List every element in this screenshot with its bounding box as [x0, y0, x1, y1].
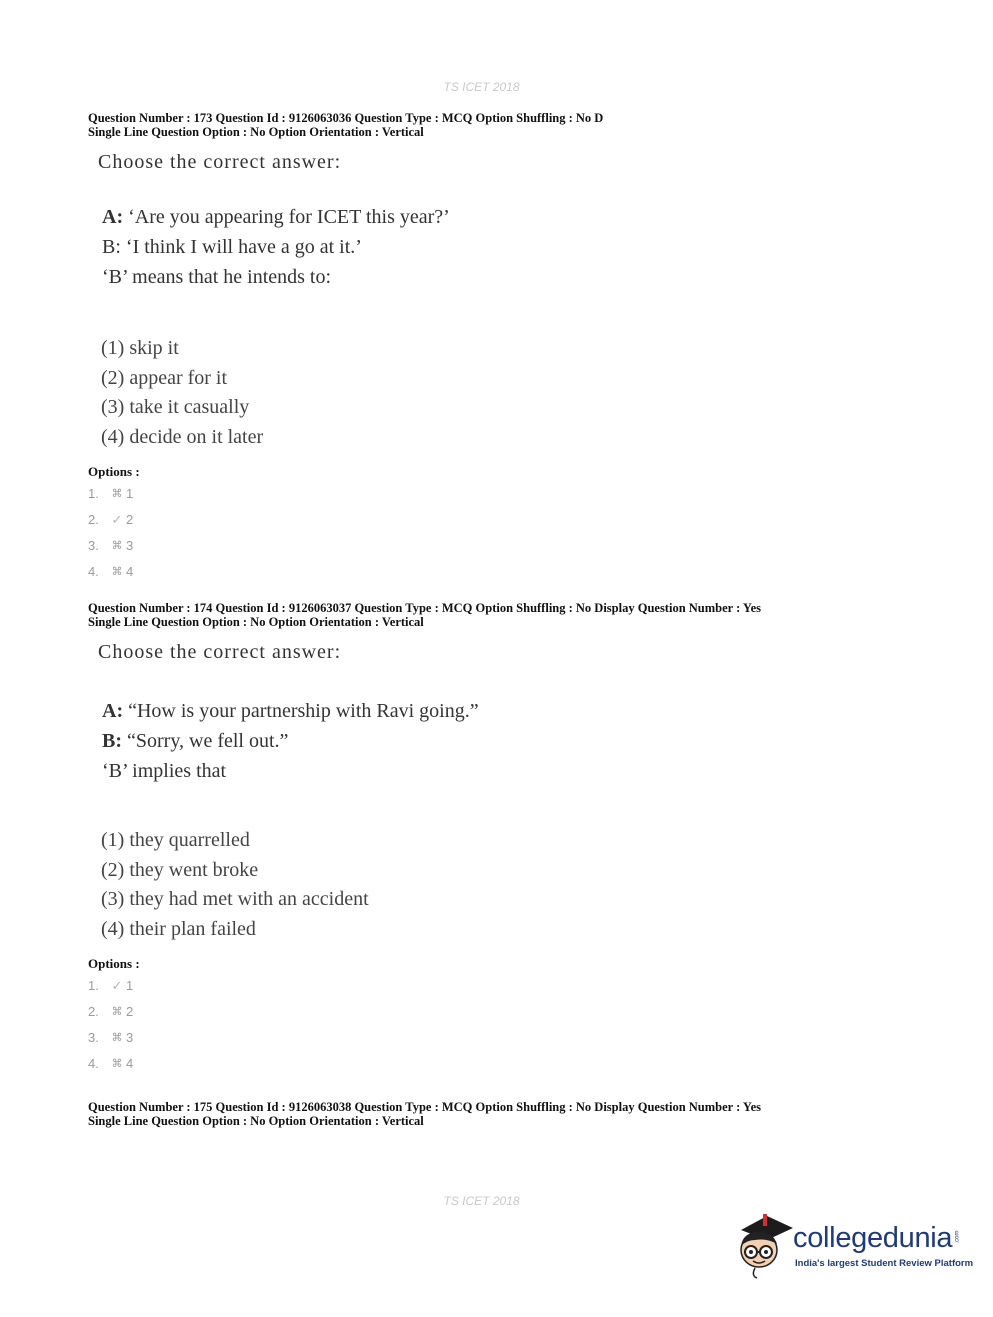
answer-choice: (1) they quarrelled: [101, 829, 250, 851]
answer-choice: (3) they had met with an accident: [101, 888, 369, 910]
option-number: 4.: [88, 1056, 99, 1071]
option-row: [88, 1029, 948, 1055]
option-value: 4: [126, 1056, 134, 1071]
option-row: [88, 1003, 948, 1029]
question-instruction: Choose the correct answer:: [98, 151, 342, 173]
answer-choice: (2) they went broke: [101, 858, 259, 881]
option-number: 3.: [88, 538, 99, 553]
answer-choice: (1) skip it: [101, 337, 179, 359]
tick-icon: ✓: [111, 512, 123, 527]
option-number: 1.: [88, 978, 99, 993]
dialog-line-a: [102, 202, 948, 232]
option-value: 2: [126, 512, 134, 527]
dialog-text: “How is your partnership with Ravi going.”: [123, 700, 479, 722]
dialog-text: ‘I think I will have a go at it.’: [120, 236, 362, 258]
option-number: 2.: [88, 512, 99, 527]
answer-choice: (3) take it casually: [101, 396, 250, 418]
speaker-label: B:: [102, 730, 122, 752]
question-dialog: [102, 202, 948, 292]
speaker-label: B:: [102, 236, 121, 258]
question-block-173: [88, 111, 948, 589]
answer-choice: (4) their plan failed: [101, 917, 256, 940]
logo-tagline: India's largest Student Review Platform: [795, 1258, 974, 1269]
collegedunia-logo: [733, 1210, 974, 1280]
cross-icon: ⌘: [111, 1058, 123, 1070]
option-number: 4.: [88, 564, 99, 579]
question-meta-line2: Single Line Question Option : No Option Orientation : Vertical: [88, 1114, 424, 1128]
dialog-prompt: ‘B’ implies that: [102, 760, 227, 782]
option-row: [88, 485, 948, 511]
dialog-line-b: [102, 232, 948, 262]
option-value: 3: [126, 538, 134, 553]
logo-suffix: .com: [954, 1230, 961, 1244]
option-row: [88, 563, 948, 589]
option-value: 1: [126, 978, 134, 993]
logo-wordmark: collegedunia: [793, 1222, 953, 1254]
answer-choices: [101, 334, 948, 452]
cross-icon: ⌘: [111, 540, 123, 552]
option-row: [88, 1055, 948, 1081]
cross-icon: ⌘: [111, 566, 123, 578]
option-value: 1: [126, 486, 134, 501]
option-row: [88, 511, 948, 537]
tick-icon: ✓: [111, 978, 123, 993]
question-meta-line2: Single Line Question Option : No Option Orientation : Vertical: [88, 125, 424, 139]
option-row: [88, 977, 948, 1003]
dialog-text: “Sorry, we fell out.”: [122, 730, 289, 752]
dialog-line-b: [102, 726, 948, 756]
option-number: 2.: [88, 1004, 99, 1019]
answer-choice: (2) appear for it: [101, 366, 228, 389]
mascot-icon: [733, 1210, 795, 1280]
option-value: 2: [126, 1004, 134, 1019]
option-value: 3: [126, 1030, 134, 1045]
cross-icon: ⌘: [111, 488, 123, 500]
cross-icon: ⌘: [111, 1006, 123, 1018]
options-title: Options :: [88, 464, 140, 479]
question-dialog: [102, 696, 948, 786]
question-block-174: [88, 601, 948, 1081]
option-row: [88, 537, 948, 563]
option-number: 3.: [88, 1030, 99, 1045]
question-block-175: [88, 1100, 948, 1128]
header-watermark: TS ICET 2018: [443, 80, 520, 94]
question-instruction: Choose the correct answer:: [98, 641, 342, 663]
question-meta-line1: Question Number : 175 Question Id : 9126063038 Question Type : MCQ Option Shuffling : No Display Question Number : Yes: [88, 1100, 761, 1114]
option-value: 4: [126, 564, 134, 579]
speaker-label: A:: [102, 700, 124, 722]
answer-choice: (4) decide on it later: [101, 425, 264, 448]
dialog-prompt: ‘B’ means that he intends to:: [102, 266, 332, 288]
dialog-line-a: [102, 696, 948, 726]
cross-icon: ⌘: [111, 1032, 123, 1044]
question-meta-line1: Question Number : 173 Question Id : 9126063036 Question Type : MCQ Option Shuffling : No D: [88, 111, 604, 125]
dialog-text: ‘Are you appearing for ICET this year?’: [123, 206, 450, 228]
question-meta-line1: Question Number : 174 Question Id : 9126063037 Question Type : MCQ Option Shuffling : No Display Question Number : Yes: [88, 601, 761, 615]
options-list: [88, 485, 948, 589]
options-title: Options :: [88, 956, 140, 971]
options-list: [88, 977, 948, 1081]
option-number: 1.: [88, 486, 99, 501]
answer-choices: [101, 826, 948, 944]
footer-watermark: TS ICET 2018: [443, 1194, 520, 1208]
speaker-label: A:: [102, 206, 124, 228]
question-meta-line2: Single Line Question Option : No Option Orientation : Vertical: [88, 615, 424, 629]
